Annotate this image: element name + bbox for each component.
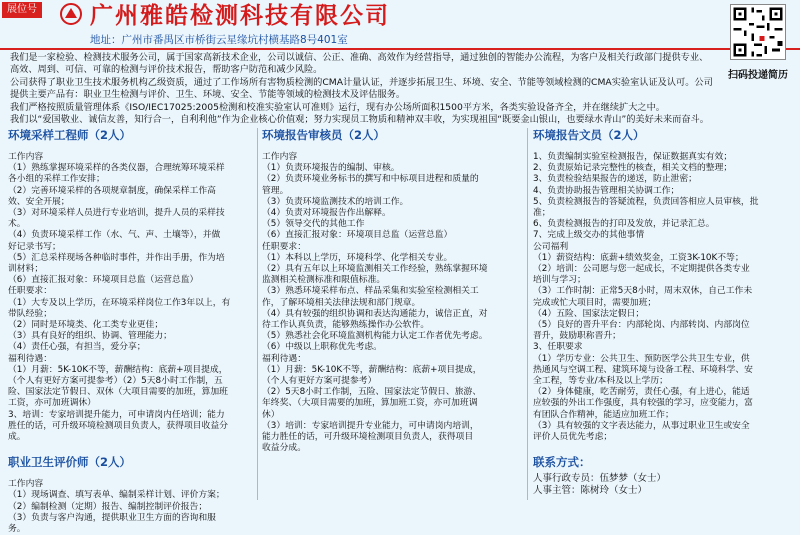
text-line: 术。 (8, 219, 26, 230)
text-line: （4）五险、国家法定假日； (533, 308, 645, 319)
job-details-occupational-evaluator (8, 479, 253, 535)
text-line: 应较强的外出工作强度，具有较强的学习，应变能力，富 (533, 398, 753, 409)
text-line: （6）直接汇报对象：环境项目总监（运营总监） (8, 275, 199, 286)
text-line: （3）具有良好的组织、协调、管理能力； (8, 331, 172, 342)
job-details-report-clerk (533, 152, 788, 443)
text-line: 成。 (8, 432, 26, 443)
company-name: 广州雅皓检测科技有限公司 (90, 3, 390, 29)
text-line: （1）学历专业：公共卫生、预防医学公共卫生专业，供 (533, 353, 750, 364)
text-line: 效、安全开展； (8, 196, 70, 207)
job-title-report-clerk: 环境报告文员（2人） (533, 128, 645, 142)
text-line: （3）工作时制：正常5天8小时，周末双休，自己工作未 (533, 286, 753, 297)
text-line: 务。 (8, 524, 26, 535)
contact-list (533, 473, 788, 497)
column-right (533, 128, 788, 497)
job-details-report-reviewer (262, 152, 517, 454)
text-line: （5）熟悉社会化环境监测机构能力认定工作者优先考虑。 (262, 331, 488, 342)
text-line: 完成或忙大项目时，需要加班； (533, 297, 657, 308)
text-line: 工资，亦可加班调休） (8, 398, 96, 409)
text-line: （1）薪资结构：底薪+绩效奖金，工资3K-10K不等； (533, 252, 744, 263)
text-line: 训材料； (8, 264, 44, 275)
text-line: （个人有更好方案可提参考） (262, 376, 377, 387)
text-line: 工作内容 (8, 479, 44, 490)
text-line: （2）完善环境采样的各项规章制度，确保采样工作高 (8, 185, 216, 196)
intro-paragraph: 公司获得了职业卫生技术服务机构乙级资质，通过了工作场所有害物质检测的CMA计量认证，并逐步拓展卫生、环境、安全、节能等领域检测的CMA实验室认证及认可。公司提供主要产品有：职业卫生检测与评价、卫生、环境、安全、节能等领域的检测技术及评估服务。 (10, 76, 713, 101)
text-line: （4）责任心强，有担当，爱分享； (8, 342, 146, 353)
text-line: （2）5天8小时工作制，五险、国家法定节假日、旅游、 (262, 387, 482, 398)
header-divider (0, 48, 800, 50)
text-line: 准； (533, 208, 551, 219)
company-intro (10, 52, 715, 126)
text-line: 带队经验； (8, 308, 52, 319)
text-line: （4）具有较强的组织协调和表达沟通能力，诚信正直，对 (262, 308, 488, 319)
text-line: 3、培训：专家培训提升能力，可申请岗内任培训；能力 (8, 409, 225, 420)
text-line: 培训与学习； (533, 275, 586, 286)
intro-paragraph: 我们是一家检验、检测技术服务公司，属于国家高新技术企业，公司以诚信、公正、准确、高效作为经营指导，通过独创的智能办公流程，为客户及相关行政部门提供专业、高效、周到、可信、可靠的检测与评价技术报告，帮助客户防范和减少风险。 (10, 52, 709, 76)
text-line: （3）对环境采样人员进行专业培训，提升人员的采样技 (8, 208, 225, 219)
text-line: （1）月薪：5K-10K不等，薪酬结构：底薪+项目提成， (262, 364, 482, 375)
text-line: （2）负责环境业务标书的撰写和中标项目进程和质量的 (262, 174, 479, 185)
text-line: （3）负责与客户沟通，提供职业卫生方面的咨询和服 (8, 512, 216, 523)
text-line: 胜任的话，可升级环境检测项目负责人，获得项目收益分 (8, 420, 228, 431)
text-line: （6）直接汇报对象：环境项目总监（运营总监） (262, 230, 453, 241)
text-line: 各小组的采样工作安排； (8, 174, 105, 185)
text-line: 险、国家法定节假日、双休（大项目需要的加班，算加班 (8, 387, 228, 398)
column-divider (257, 128, 258, 500)
job-title-occupational-evaluator: 职业卫生评价师（2人） (8, 455, 132, 470)
text-line: （1）负责环境报告的编制、审核。 (262, 163, 400, 174)
text-line: 有团队合作精神，能适应加班工作； (533, 409, 674, 420)
text-line: （5）良好的晋升平台：内部轮岗、内部转岗、内部岗位 (533, 320, 750, 331)
text-line: 收益分成。 (262, 443, 306, 454)
text-line: 待工作认真负责，能够熟练操作办公软件。 (262, 320, 430, 331)
booth-badge: 展位号 (2, 2, 42, 18)
text-line: （1）熟练掌握环境采样的各类仪器，合理统筹环境采样 (8, 163, 225, 174)
contact-title: 联系方式： (533, 455, 591, 470)
text-line: 工作内容 (262, 152, 298, 162)
text-line: 公司福利 (533, 241, 569, 252)
text-line: 人事主管：陈树玲（女士） (533, 485, 648, 497)
text-line: （2）具有五年以上环境监测相关工作经验，熟练掌握环境 (262, 264, 488, 275)
text-line: 福利待遇： (262, 353, 306, 364)
text-line: （4）负责对环境报告作出解释。 (262, 208, 391, 219)
text-line: 热通风与空调工程、建筑环境与设备工程、环境科学、安 (533, 364, 753, 375)
intro-paragraph: 我们严格按照质量管理体系《ISO/IEC17025:2005检测和校准实验室认可准则》运行，现有办公场所面积1500平方米，各类实验设备齐全，并在继续扩大之中。 (10, 101, 665, 113)
qr-code[interactable] (730, 4, 786, 60)
text-line: 6、负责检测报告的打印及发放，并记录汇总。 (533, 219, 715, 230)
company-address: 地址：广州市番禺区市桥街云星缘坑村横基路8号401室 (90, 34, 348, 46)
text-line: 作，了解环境相关法律法规和部门规章。 (262, 297, 421, 308)
text-line: （5）汇总采样现场各种临时事件，并作出手册，作为培 (8, 252, 225, 263)
intro-paragraph: 我们以“爱国敬业、诚信友善，知行合一，自利利他”作为企业核心价值观；努力实现员工物质和精神双丰收，为实现祖国“既要金山银山，也要绿水青山”的美好未来而奋斗。 (10, 114, 709, 126)
text-line: 监测相关检测标准和限值标准。 (262, 275, 386, 286)
text-line: （1）月薪：5K-10K不等，薪酬结构：底薪+项目提成， (8, 364, 228, 375)
text-line: 工作内容 (8, 152, 44, 162)
column-middle (262, 128, 517, 454)
job-title-sampling-engineer: 环境采样工程师（2人） (8, 128, 132, 142)
text-line: （6）中级以上职称优先考虑。 (262, 342, 382, 353)
text-line: 任职要求： (262, 241, 306, 252)
job-title-report-reviewer: 环境报告审核员（2人） (262, 128, 386, 142)
text-line: 任职要求： (8, 286, 52, 297)
text-line: 福利待遇： (8, 353, 52, 364)
text-line: 休） (262, 409, 280, 420)
text-line: 好记录书写； (8, 241, 61, 252)
text-line: 4、负责协助报告管理相关协调工作； (533, 185, 680, 196)
text-line: （1）本科以上学历，环境科学、化学相关专业。 (262, 252, 453, 263)
text-line: 能力胜任的话，可升级环境检测项目负责人，获得项目 (262, 432, 474, 443)
text-line: 2、负责原始记录完整性的核查，相关文档的整理； (533, 163, 733, 174)
text-line: 5、负责检测报告的答疑流程，负责回答相应人员审核，批 (533, 196, 759, 207)
text-line: （3）负责环境监测技术的培训工作。 (262, 196, 409, 207)
text-line: 3、负责检验结果报告的递送，防止泄密； (533, 174, 697, 185)
text-line: （5）领导交代的其他工作 (262, 219, 365, 230)
text-line: 评价人员优先考虑； (533, 432, 613, 443)
text-line: 3、任职要求 (533, 342, 583, 353)
text-line: （3）熟悉环境采样布点、样品采集和实验室检测相关工 (262, 286, 479, 297)
text-line: 全工程，等专业/本科及以上学历； (533, 376, 668, 387)
text-line: （3）具有较强的文字表达能力，从事过职业卫生或安全 (533, 420, 750, 431)
text-line: 1、负责编制实验室检测报告，保证数据真实有效； (533, 152, 733, 162)
text-line: 7、完成上级交办的其他事情 (533, 230, 645, 241)
text-line: （3）培训：专家培训提升专业能力，可申请岗内培训， (262, 420, 479, 431)
text-line: 年终奖、（大项目需要的加班，算加班工资，亦可加班调 (262, 398, 478, 409)
text-line: （4）负责环境采样工作（水、气、声、土壤等），并做 (8, 230, 221, 241)
text-line: （2）编制检测（定期）报告、编制控制评价报告； (8, 501, 208, 512)
text-line: （2）同时是环境类、化工类专业更佳； (8, 320, 164, 331)
text-line: 晋升，鼓励职称晋升； (533, 331, 621, 342)
column-left (8, 128, 253, 535)
text-line: 管理。 (262, 185, 289, 196)
company-logo (60, 3, 82, 25)
column-divider (527, 128, 528, 500)
qr-caption: 扫码投递简历 (728, 70, 788, 81)
text-line: （1）大专及以上学历，在环境采样岗位工作3年以上，有 (8, 297, 231, 308)
text-line: 人事行政专员：伍梦梦（女士） (533, 473, 667, 485)
text-line: （1）现场调查、填写表单、编制采样计划、评价方案； (8, 490, 225, 501)
text-line: （2）身体健康，吃苦耐劳，责任心强，有上进心，能适 (533, 387, 750, 398)
job-details-sampling-engineer (8, 152, 253, 443)
text-line: （个人有更好方案可提参考）（2）5天8小时工作制，五 (8, 376, 223, 387)
text-line: （2）培训：公司愿与您一起成长，不定期提供各类专业 (533, 264, 750, 275)
